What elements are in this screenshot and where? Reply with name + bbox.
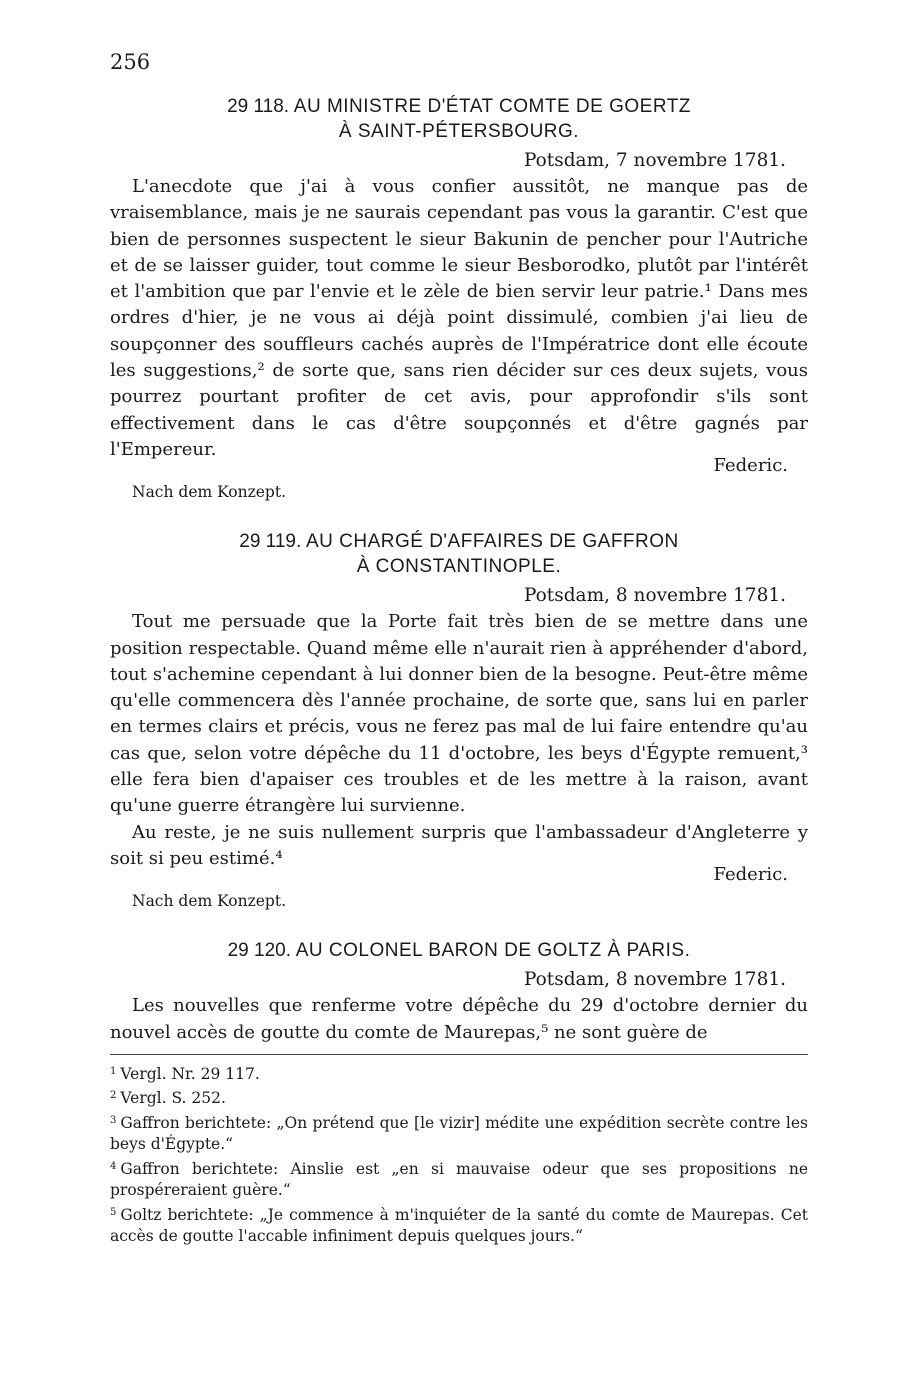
footnote bbox=[110, 1061, 808, 1086]
signature: Federic. bbox=[713, 455, 788, 477]
footnote-text: Goltz berichtete: „Je commence à m'inquiéter de la santé du comte de Maurepas. Cet accès de goutte l'accable infiniment depuis quelques jours.“ bbox=[110, 1205, 808, 1246]
letter-29120 bbox=[110, 938, 808, 1046]
letter-number: 29 120. bbox=[227, 940, 292, 962]
letter-number: 29 118. bbox=[227, 96, 290, 117]
letter-29118 bbox=[110, 94, 808, 503]
footnote-text: Gaffron berichtete: „On prétend que [le vizir] médite une expédition secrète contre les beys d'Égypte.“ bbox=[110, 1113, 808, 1154]
letter-date: Potsdam, 8 novembre 1781. bbox=[523, 969, 786, 991]
footnote-mark: 1 bbox=[110, 1065, 117, 1077]
footnote-mark: 5 bbox=[110, 1206, 117, 1218]
letter-number: 29 119. bbox=[239, 531, 302, 553]
heading-line1: AU MINISTRE D'ÉTAT COMTE DE GOERTZ bbox=[293, 96, 691, 117]
letter-heading bbox=[110, 529, 808, 554]
letter-date: Potsdam, 8 novembre 1781. bbox=[523, 585, 786, 607]
letter-paragraph: Tout me persuade que la Porte fait très bien de se mettre dans une position respectable. Quand même elle n'aurait rien à appréhender d'abord, tout s'achemine cependant à lui donner bien de la besogne. Peut-être même qu'elle commencera dès l'année prochaine, de sorte que, sans lui en parler en termes clairs et précis, vous ne ferez pas mal de lui faire entendre qu'au cas que, selon votre dépêche du 11 d'octobre, les beys d'Égypte remuent,³ elle fera bien d'apaiser ces troubles et de les mettre à la raison, avant qu'une guerre étrangère lui survienne. bbox=[110, 611, 808, 817]
letter-paragraph: L'anecdote que j'ai à vous confier aussitôt, ne manque pas de vraisemblance, mais je ne saurais cependant pas vous la garantir. C'est que bien de personnes suspectent le sieur Bakunin de pencher pour l'Autriche et de se laisser guider, tout comme le sieur Besborodko, plutôt par l'intérêt et l'ambition que par l'envie et le zèle de bien servir leur patrie.¹ Dans mes ordres d'hier, je ne vous ai déjà point dissimulé, combien j'ai lieu de soupçonner des souffleurs cachés auprès de l'Impératrice dont elle écoute les suggestions,² de sorte que, sans rien décider sur ces deux sujets, vous pourrez pourtant profiter de cet avis, pour approfondir s'ils sont effectivement dans le cas d'être soupçonnés et d'être gagnés par l'Empereur. bbox=[110, 176, 808, 460]
footnote-text: Gaffron berichtete: Ainslie est „en si mauvaise odeur que ses propositions ne prospéreraient guère.“ bbox=[110, 1159, 808, 1200]
footnote bbox=[110, 1156, 808, 1202]
page-number: 256 bbox=[110, 50, 151, 74]
letter-heading bbox=[110, 94, 808, 119]
footnote bbox=[110, 1110, 808, 1156]
footnote bbox=[110, 1085, 808, 1110]
book-page bbox=[110, 48, 808, 1248]
footnote-mark: 3 bbox=[110, 1114, 117, 1126]
letter-paragraph: Au reste, je ne suis nullement surpris que l'ambassadeur d'Angleterre y soit si peu estimé.⁴ bbox=[110, 821, 808, 869]
footnote bbox=[110, 1202, 808, 1248]
footnote-mark: 4 bbox=[110, 1160, 117, 1172]
heading-line1: AU CHARGÉ D'AFFAIRES DE GAFFRON bbox=[305, 531, 679, 553]
source-note: Nach dem Konzept. bbox=[132, 483, 287, 502]
heading-line2: À SAINT-PÉTERSBOURG. bbox=[338, 121, 580, 142]
letter-date: Potsdam, 7 novembre 1781. bbox=[523, 150, 786, 171]
source-note: Nach dem Konzept. bbox=[132, 892, 287, 911]
heading-line1: AU COLONEL BARON DE GOLTZ À PARIS. bbox=[295, 940, 691, 962]
footnote-text: Vergl. S. 252. bbox=[120, 1089, 226, 1108]
footnote-text: Vergl. Nr. 29 117. bbox=[120, 1064, 260, 1083]
heading-line2: À CONSTANTINOPLE. bbox=[356, 556, 562, 578]
footnote-divider bbox=[110, 1054, 808, 1055]
letter-29119 bbox=[110, 529, 808, 912]
footnote-mark: 2 bbox=[110, 1090, 117, 1102]
letter-heading bbox=[110, 938, 808, 963]
letter-paragraph: Les nouvelles que renferme votre dépêche du 29 d'octobre dernier du nouvel accès de goutte du comte de Maurepas,⁵ ne sont guère de bbox=[110, 995, 808, 1043]
footnotes bbox=[110, 1061, 808, 1248]
signature: Federic. bbox=[713, 864, 788, 886]
